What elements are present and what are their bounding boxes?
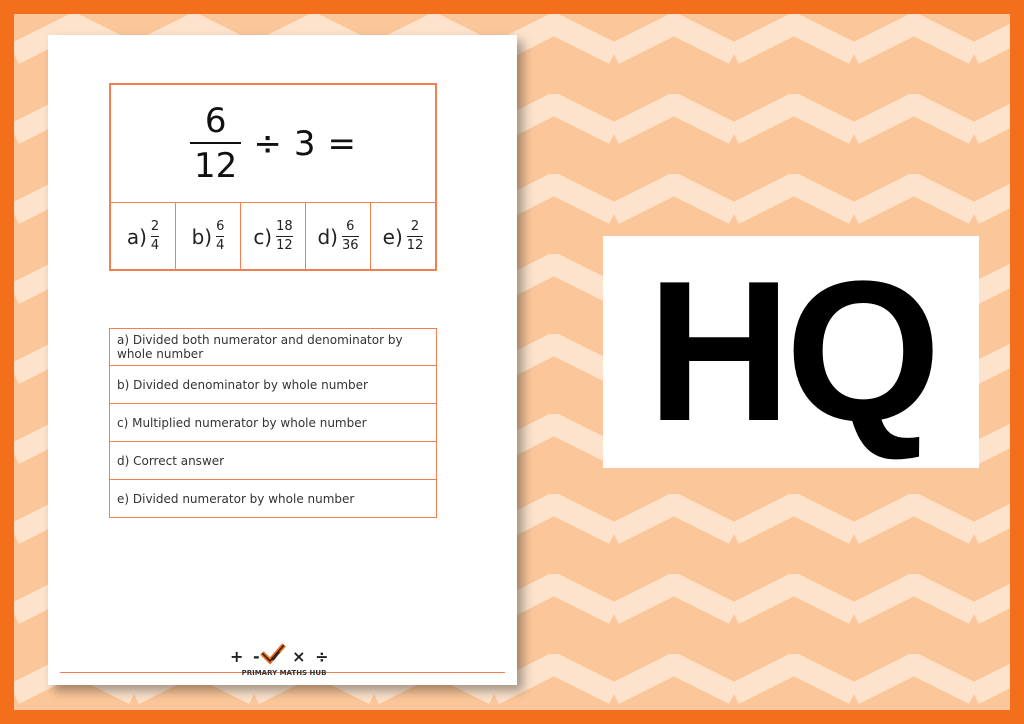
- option-numerator: 6: [216, 219, 225, 235]
- option-label: e): [382, 224, 403, 249]
- option-numerator: 18: [276, 219, 293, 235]
- option-fraction: [151, 220, 159, 252]
- option-denominator: 36: [341, 238, 359, 253]
- option-fraction: [407, 220, 424, 252]
- answer-options: [111, 203, 435, 270]
- divide-operator: ÷: [253, 123, 282, 164]
- primary-maths-hub-logo: [224, 641, 344, 685]
- fraction-denominator: 12: [190, 142, 241, 183]
- divisor: 3: [293, 123, 316, 164]
- logo-brand-text: PRIMARY MATHS HUB: [241, 669, 327, 677]
- division-expression: [190, 101, 356, 186]
- hq-badge: [603, 236, 979, 468]
- option-label: b): [191, 224, 213, 249]
- equals-sign: =: [327, 123, 356, 164]
- option-denominator: 12: [276, 238, 293, 253]
- option-numerator: 6: [346, 219, 355, 235]
- fraction-numerator: 6: [204, 101, 227, 141]
- option-e: [371, 203, 435, 270]
- option-denominator: 4: [216, 238, 225, 253]
- option-fraction: [276, 220, 293, 252]
- option-a: [111, 203, 176, 270]
- option-fraction: [342, 220, 359, 252]
- hq-text: HQ: [647, 240, 935, 463]
- option-fraction: [216, 220, 224, 252]
- option-b: [176, 203, 241, 270]
- option-label: c): [253, 224, 273, 249]
- option-numerator: 2: [410, 219, 420, 235]
- option-numerator: 2: [150, 219, 160, 235]
- option-d: [306, 203, 371, 270]
- option-label: a): [126, 224, 147, 249]
- option-label: d): [317, 224, 338, 249]
- explanation-b: b) Divided denominator by whole number: [109, 366, 437, 404]
- explanation-a: a) Divided both numerator and denominator by whole number: [109, 328, 437, 366]
- answer-explanations: [109, 328, 437, 518]
- logo-symbols: + - ✓ × ÷: [230, 647, 331, 666]
- explanation-e: e) Divided numerator by whole number: [109, 480, 437, 518]
- explanation-d: d) Correct answer: [109, 442, 437, 480]
- option-denominator: 4: [150, 238, 160, 253]
- question-area: [111, 85, 435, 203]
- question-box: [109, 83, 437, 271]
- worksheet-page: [48, 35, 517, 685]
- option-denominator: 12: [406, 238, 424, 253]
- explanation-c: c) Multiplied numerator by whole number: [109, 404, 437, 442]
- option-c: [241, 203, 306, 270]
- question-fraction: [190, 101, 241, 186]
